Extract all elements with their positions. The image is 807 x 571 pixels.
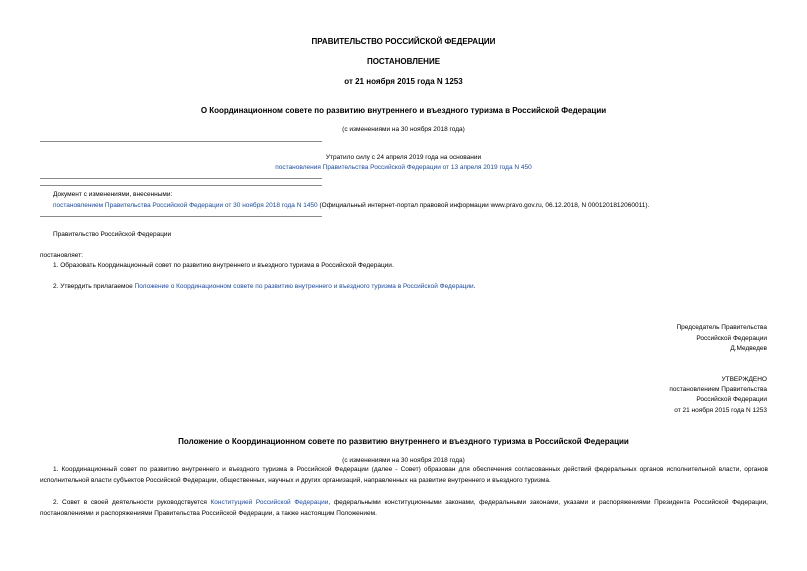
paragraph-2-suffix: , федеральными конституционными законами, федеральными законами, указами и распоряжениями Президента Российской Федерации, постановлениями и распоряжениями Правительства Российской Федерации, а также настоящим Положением. [40, 499, 768, 517]
signature-name: Д.Медведев [730, 345, 767, 352]
header-date-number: от 21 ноября 2015 года N 1253 [344, 77, 463, 86]
issuer: Правительство Российской Федерации [53, 231, 172, 238]
regulation-title: Положение о Координационном совете по развитию внутреннего и въездного туризма в Российской Федерации [178, 437, 629, 446]
changes-label: Документ с изменениями, внесенными: [53, 191, 173, 198]
expiry-text: Утратило силу с 24 апреля 2019 года на основании [325, 154, 482, 161]
separator-line [40, 178, 322, 179]
item-2-suffix: . [473, 283, 476, 290]
signature-country: Российской Федерации [696, 335, 767, 342]
separator-line [40, 216, 322, 217]
regulation-paragraph-1: 1. Координационный совет по развитию внутреннего и въездного туризма в Российской Федерации (далее - Совет) образован для обеспечения согласованных действий федеральных органов исполнительной власти, органов исполнительной власти субъектов Российской Федерации, общественных, научных и других организаций, направленных на развитие внутреннего и въездного туризма. [40, 466, 768, 484]
decides-label: постановляет: [40, 252, 83, 259]
separator-line [40, 141, 322, 142]
signature-position: Председатель Правительства [676, 324, 767, 331]
regulation-amendments: (с изменениями на 30 ноября 2018 года) [342, 457, 465, 464]
changes-source: (Официальный интернет-портал правовой информации www.pravo.gov.ru, 06.12.2018, N 0001201812060011). [317, 202, 650, 209]
header-org: ПРАВИТЕЛЬСТВО РОССИЙСКОЙ ФЕДЕРАЦИИ [311, 37, 496, 46]
item-1: 1. Образовать Координационный совет по развитию внутреннего и въездного туризма в Российской Федерации. [53, 262, 394, 269]
regulation-paragraph-2 [40, 497, 768, 519]
item-2 [53, 283, 475, 290]
approved-country: Российской Федерации [696, 396, 767, 403]
expiry-link[interactable]: постановления Правительства Российской Федерации от 13 апреля 2019 года N 450 [275, 164, 532, 171]
approved-label: УТВЕРЖДЕНО [721, 376, 767, 383]
item-2-prefix: 2. Утвердить прилагаемое [53, 283, 135, 290]
amendments-note: (с изменениями на 30 ноября 2018 года) [342, 126, 465, 133]
changes-line [53, 202, 649, 209]
approved-date: от 21 ноября 2015 года N 1253 [674, 407, 767, 414]
changes-link[interactable]: постановлением Правительства Российской Федерации от 30 ноября 2018 года N 1450 [53, 202, 318, 209]
paragraph-2-prefix: 2. Совет в своей деятельности руководствуется [53, 499, 211, 506]
separator-line [40, 185, 322, 186]
regulation-link[interactable]: Положение о Координационном совете по развитию внутреннего и въездного туризма в Российской Федерации [134, 283, 474, 290]
header-doc-type: ПОСТАНОВЛЕНИЕ [366, 57, 441, 66]
document-title: О Координационном совете по развитию внутреннего и въездного туризма в Российской Федерации [200, 106, 607, 115]
approved-by: постановлением Правительства [669, 386, 767, 393]
constitution-link[interactable]: Конституцией Российской Федерации [210, 499, 329, 506]
